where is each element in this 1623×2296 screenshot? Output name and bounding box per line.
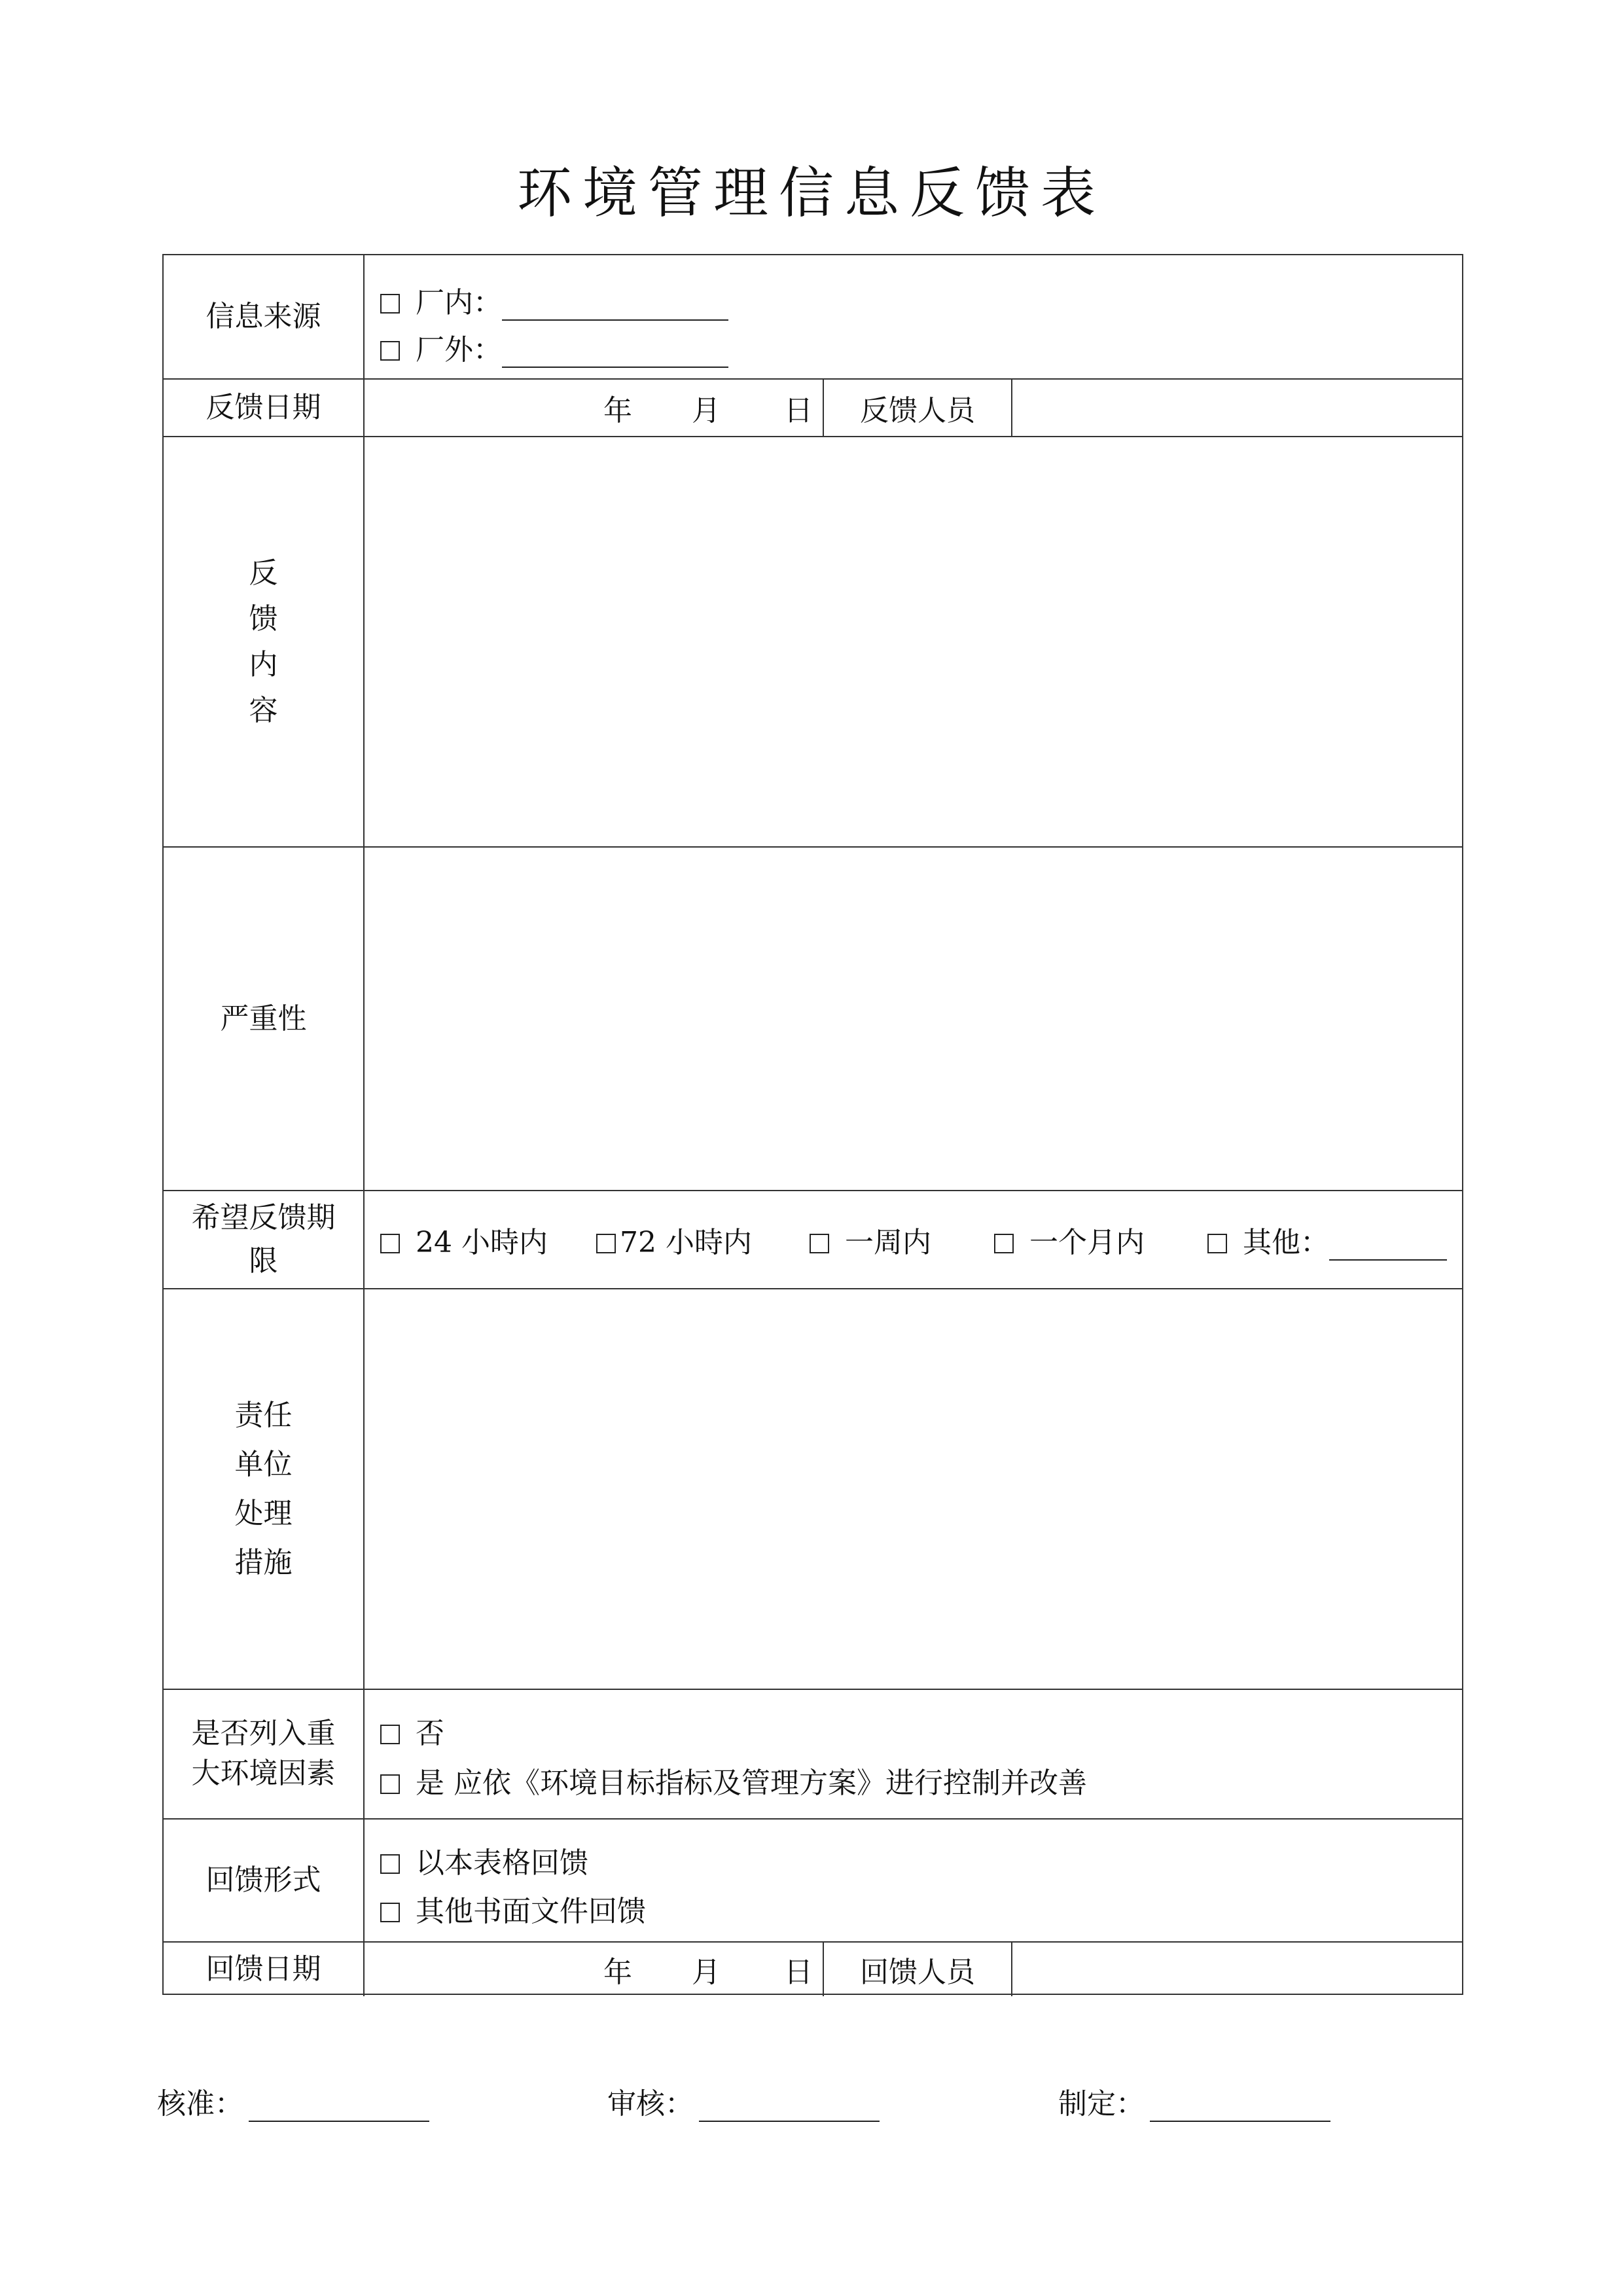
reply-date-field[interactable]: 年 月 日 — [603, 1956, 813, 1989]
option-no[interactable]: 否 — [380, 1710, 444, 1751]
option-reply-other-doc[interactable]: 其他书面文件回馈 — [380, 1888, 646, 1929]
feedback-content-area[interactable] — [365, 437, 1462, 846]
option-one-month[interactable]: 一个月内 — [994, 1219, 1145, 1261]
feedback-date-field[interactable]: 年 月 日 — [603, 394, 813, 427]
reply-date-content — [365, 1943, 1462, 1996]
prepare-signature: 制定： — [1058, 2080, 1330, 2122]
row-reply-date — [164, 1943, 1462, 1996]
option-one-week[interactable]: 一周内 — [810, 1219, 931, 1261]
option-reply-this-form[interactable]: 以本表格回馈 — [380, 1839, 588, 1881]
checkbox-out-plant[interactable] — [380, 341, 400, 361]
row-feedback-date — [164, 380, 1462, 437]
row-measures — [164, 1289, 1462, 1690]
label-feedback-date: 反馈日期 — [164, 380, 365, 436]
label-major-factor: 是否列入重大环境因素 — [164, 1690, 365, 1818]
row-major-factor — [164, 1690, 1462, 1820]
deadline-options — [365, 1191, 1462, 1288]
row-reply-form — [164, 1820, 1462, 1943]
approve-field[interactable] — [249, 2092, 429, 2122]
approve-signature: 核准： — [157, 2080, 429, 2122]
major-factor-options — [365, 1690, 1462, 1818]
in-plant-field[interactable] — [502, 291, 728, 321]
info-source-options — [365, 255, 1462, 378]
review-field[interactable] — [699, 2092, 880, 2122]
label-severity: 严重性 — [164, 848, 365, 1190]
option-yes[interactable]: 是 应依《环境目标指标及管理方案》进行控制并改善 — [380, 1759, 1087, 1801]
page-title: 环境管理信息反馈表 — [516, 161, 1106, 225]
reply-person-field[interactable] — [1012, 1943, 1462, 1996]
measures-area[interactable] — [365, 1289, 1462, 1689]
feedback-form-table — [162, 254, 1463, 1995]
checkbox-in-plant[interactable] — [380, 294, 400, 314]
row-deadline — [164, 1191, 1462, 1289]
label-info-source: 信息来源 — [164, 255, 365, 378]
out-plant-field[interactable] — [502, 338, 728, 368]
option-72h[interactable]: 72 小時内 — [596, 1219, 752, 1261]
feedback-date-content — [365, 380, 1462, 436]
other-deadline-field[interactable] — [1329, 1230, 1447, 1261]
prepare-field[interactable] — [1150, 2092, 1330, 2122]
row-severity — [164, 848, 1462, 1191]
label-feedback-content: 反 馈 内 容 — [164, 437, 365, 846]
option-other[interactable]: 其他： — [1207, 1219, 1447, 1261]
feedback-person-field[interactable] — [1012, 380, 1462, 436]
option-in-plant[interactable]: 厂内： — [380, 279, 728, 321]
reply-form-options — [365, 1820, 1462, 1941]
option-24h[interactable]: 24 小時内 — [380, 1219, 548, 1261]
label-reply-form: 回馈形式 — [164, 1820, 365, 1941]
label-reply-date: 回馈日期 — [164, 1943, 365, 1996]
row-info-source — [164, 255, 1462, 380]
row-feedback-content — [164, 437, 1462, 848]
reply-person-label: 回馈人员 — [823, 1943, 1012, 1996]
review-signature: 审核： — [607, 2080, 880, 2122]
label-measures: 责任 单位 处理 措施 — [164, 1289, 365, 1689]
severity-area[interactable] — [365, 848, 1462, 1190]
feedback-person-label: 反馈人员 — [823, 380, 1012, 436]
option-out-plant[interactable]: 厂外： — [380, 326, 728, 368]
label-deadline: 希望反馈期限 — [164, 1191, 365, 1288]
